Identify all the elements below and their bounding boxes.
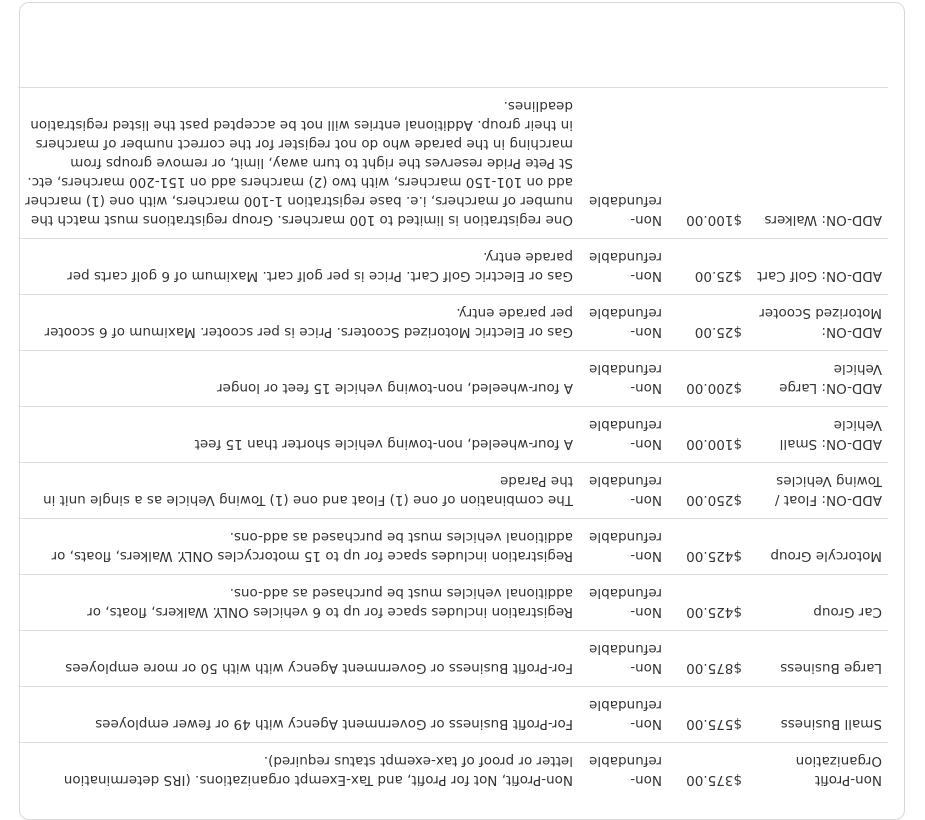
fee-description: One registration is limited to 100 marchers. Group registrations must match the number of marchers, i.e. base registration 1-100 marchers, with one (1) marcher add on 101-150 marchers, with two (2) marchers add on 151-200 marchers, etc. St Pete Pride reserves the right to turn away, limit, or remove groups from marching in the parade who do not register for the correct number of marchers in their group. Additional entries will not be accepted past the listed registration deadlines. [18, 88, 579, 239]
table-row [18, 463, 888, 519]
fee-price: $25.00 [674, 239, 748, 295]
table-row [18, 239, 888, 295]
table-row [18, 295, 888, 351]
fee-refund-status: Non-refundable [579, 743, 674, 799]
fee-refund-status: Non-refundable [579, 88, 674, 239]
fee-refund-status: Non-refundable [579, 351, 674, 407]
fee-refund-status: Non-refundable [579, 407, 674, 463]
fee-name: ADD-ON: Golf Cart [748, 239, 888, 295]
fee-description: For-Profit Business or Government Agency with 49 or fewer employees [18, 687, 579, 743]
fee-refund-status: Non-refundable [579, 239, 674, 295]
table-row [18, 519, 888, 575]
fee-description: Non-Profit, Not for Profit, and Tax-Exempt organizations. (IRS determination letter or proof of tax-exempt status required). [18, 743, 579, 799]
fee-name: Non-Profit Organization [748, 743, 888, 799]
fee-refund-status: Non-refundable [579, 687, 674, 743]
fee-name: ADD-ON: Walkers [748, 88, 888, 239]
fee-description: A four-wheeled, non-towing vehicle 15 feet or longer [18, 351, 579, 407]
fee-name: Car Group [748, 575, 888, 631]
registration-fees-card [19, 2, 905, 820]
fee-name: Large Business [748, 631, 888, 687]
table-row [18, 743, 888, 799]
table-row [18, 351, 888, 407]
fee-refund-status: Non-refundable [579, 575, 674, 631]
fee-description: Gas or Electric Golf Cart. Price is per golf cart. Maximum of 6 golf carts per parade entry. [18, 239, 579, 295]
fee-description: A four-wheeled, non-towing vehicle shorter than 15 feet [18, 407, 579, 463]
fee-price: $575.00 [674, 687, 748, 743]
table-row [18, 407, 888, 463]
fee-price: $425.00 [674, 519, 748, 575]
fee-name: ADD-ON: Large Vehicle [748, 351, 888, 407]
registration-fees-table [18, 87, 888, 798]
table-row [18, 631, 888, 687]
fee-price: $875.00 [674, 631, 748, 687]
fee-name: Small Business [748, 687, 888, 743]
fee-refund-status: Non-refundable [579, 295, 674, 351]
table-row [18, 575, 888, 631]
fee-price: $100.00 [674, 88, 748, 239]
fee-description: Registration includes space for up to 15 motorcycles ONLY. Walkers, floats, or additional vehicles must be purchased as add-ons. [18, 519, 579, 575]
fee-refund-status: Non-refundable [579, 631, 674, 687]
fee-description: Gas or Electric Motorized Scooters. Price is per scooter. Maximum of 6 scooter per parade entry. [18, 295, 579, 351]
fee-price: $425.00 [674, 575, 748, 631]
table-row [18, 88, 888, 239]
fee-refund-status: Non-refundable [579, 463, 674, 519]
fee-price: $100.00 [674, 407, 748, 463]
fee-description: For-Profit Business or Government Agency with with 50 or more employees [18, 631, 579, 687]
fee-price: $25.00 [674, 295, 748, 351]
fee-name: ADD-ON: Small Vehicle [748, 407, 888, 463]
fee-price: $250.00 [674, 463, 748, 519]
fee-description: The combination of one (1) Float and one (1) Towing Vehicle as a single unit in the Parade [18, 463, 579, 519]
fee-name: Motorcyle Group [748, 519, 888, 575]
table-row [18, 687, 888, 743]
fee-name: ADD-ON: Motorized Scooter [748, 295, 888, 351]
fee-refund-status: Non-refundable [579, 519, 674, 575]
fee-name: ADD-ON: Float / Towing Vehicles [748, 463, 888, 519]
fee-price: $200.00 [674, 351, 748, 407]
fee-description: Registration includes space for up to 6 vehicles ONLY. Walkers, floats, or additional vehicles must be purchased as add-ons. [18, 575, 579, 631]
fee-price: $375.00 [674, 743, 748, 799]
